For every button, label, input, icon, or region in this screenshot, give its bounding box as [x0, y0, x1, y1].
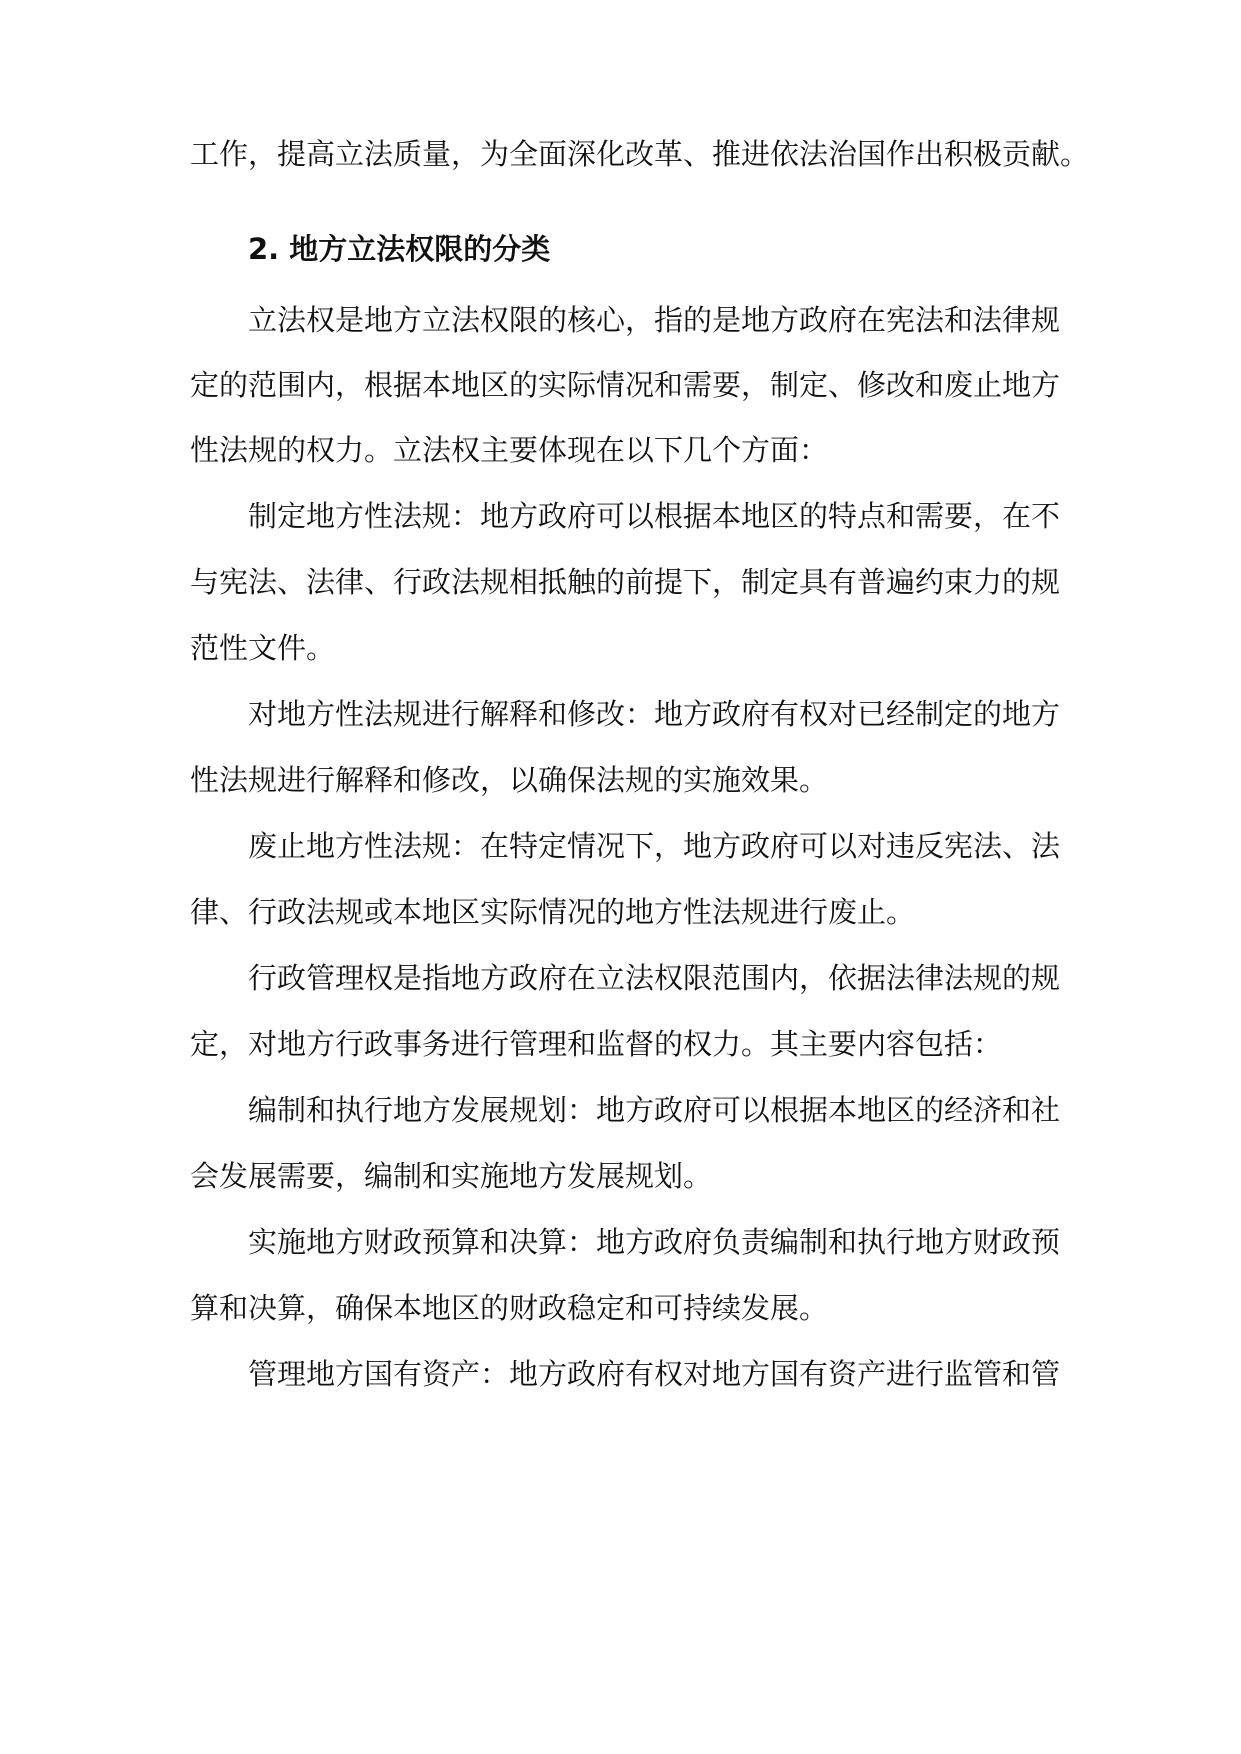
paragraph-line: 管理地方国有资产：地方政府有权对地方国有资产进行监管和管	[248, 1357, 1061, 1391]
paragraph-line: 立法权是地方立法权限的核心，指的是地方政府在宪法和法律规	[248, 303, 1061, 337]
paragraph-line: 律、行政法规或本地区实际情况的地方性法规进行废止。	[190, 895, 916, 929]
paragraph-line: 定，对地方行政事务进行管理和监督的权力。其主要内容包括：	[190, 1027, 1003, 1061]
paragraph-line: 对地方性法规进行解释和修改：地方政府有权对已经制定的地方	[248, 697, 1061, 731]
section-heading: 2. 地方立法权限的分类	[248, 232, 551, 266]
paragraph-line: 算和决算，确保本地区的财政稳定和可持续发展。	[190, 1291, 829, 1325]
paragraph-line: 定的范围内，根据本地区的实际情况和需要，制定、修改和废止地方	[190, 368, 1061, 402]
paragraph-line: 与宪法、法律、行政法规相抵触的前提下，制定具有普遍约束力的规	[190, 565, 1061, 599]
paragraph-line: 工作，提高立法质量，为全面深化改革、推进依法治国作出积极贡献。	[190, 137, 1090, 171]
paragraph-line: 编制和执行地方发展规划：地方政府可以根据本地区的经济和社	[248, 1093, 1061, 1127]
paragraph-line: 废止地方性法规：在特定情况下，地方政府可以对违反宪法、法	[248, 829, 1061, 863]
paragraph-line: 制定地方性法规：地方政府可以根据本地区的特点和需要，在不	[248, 499, 1061, 533]
paragraph-line: 实施地方财政预算和决算：地方政府负责编制和执行地方财政预	[248, 1225, 1061, 1259]
paragraph-line: 会发展需要，编制和实施地方发展规划。	[190, 1159, 713, 1193]
paragraph-line: 行政管理权是指地方政府在立法权限范围内，依据法律法规的规	[248, 961, 1061, 995]
paragraph-line: 范性文件。	[190, 631, 336, 665]
paragraph-line: 性法规进行解释和修改，以确保法规的实施效果。	[190, 763, 829, 797]
paragraph-line: 性法规的权力。立法权主要体现在以下几个方面：	[190, 433, 829, 467]
